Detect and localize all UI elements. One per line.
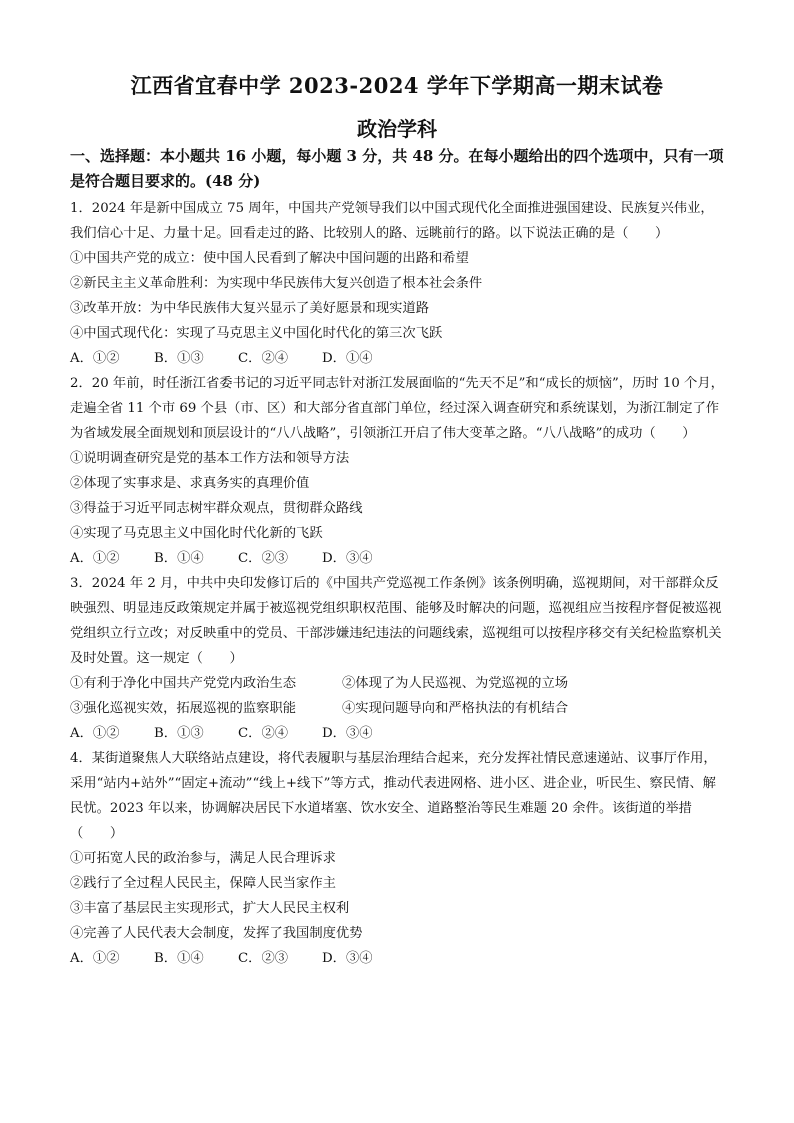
choice-d: D．③④ xyxy=(322,951,373,966)
exam-title: 江西省宜春中学 2023-2024 学年下学期高一期末试卷 xyxy=(130,73,664,98)
question-stem: 2．20 年前，时任浙江省委书记的习近平同志针对浙江发展面临的“先天不足”和“成长的烦恼”，历时 10 个月，走遍全省 11 个市 69 个县（市、区）和大部分省直部门单位，经过深入调查研究和系统谋划，为浙江制定了作为省域发展全面规划和顶层设计的“八八战略”，引领浙江开启了伟大变革之路。“八八战略”的成功（ ） xyxy=(70,376,724,441)
option-statement: ④实现了马克思主义中国化时代化新的飞跃 xyxy=(70,526,323,541)
choice-c: C．②④ xyxy=(238,726,289,741)
option-statement: ②体现了为人民巡视、为党巡视的立场 xyxy=(342,676,569,691)
option-statement: ③强化巡视实效，拓展巡视的监察职能 xyxy=(70,701,297,716)
choice-c: C．②④ xyxy=(238,351,289,366)
choice-a: A．①② xyxy=(70,951,120,966)
option-statement: ④实现问题导向和严格执法的有机结合 xyxy=(342,701,569,716)
question-1 xyxy=(70,196,725,371)
option-statement: ②践行了全过程人民民主，保障人民当家作主 xyxy=(70,876,336,891)
option-statement: ②新民主主义革命胜利：为实现中华民族伟大复兴创造了根本社会条件 xyxy=(70,276,483,291)
question-4 xyxy=(70,746,725,971)
option-statement: ①可拓宽人民的政治参与，满足人民合理诉求 xyxy=(70,851,336,866)
answer-choices xyxy=(70,721,725,746)
question-stem: 4．某街道聚焦人大联络站点建设，将代表履职与基层治理结合起来，充分发挥社情民意速递站、议事厅作用，采用“站内+站外”“固定+流动”“线上+线下”等方式，推动代表进网格、进小区、进企业，听民生、察民情、解民忧。2023 年以来，协调解决居民下水道堵塞、饮水安全、道路整治等民生难题 20 余件。该街道的举措（ ） xyxy=(70,751,717,841)
choice-a: A．①② xyxy=(70,351,120,366)
question-stem: 3．2024 年 2 月，中共中央印发修订后的《中国共产党巡视工作条例》该条例明确，巡视期间，对干部群众反映强烈、明显违反政策规定并属于被巡视党组织职权范围、能够及时解决的问题，巡视组应当按程序督促被巡视党组织立行立改；对反映重中的党员、干部涉嫌违纪违法的问题线索，巡视组可以按程序移交有关纪检监察机关及时处置。这一规定（ ） xyxy=(70,576,722,666)
option-statement: ③得益于习近平同志树牢群众观点，贯彻群众路线 xyxy=(70,501,363,516)
option-row xyxy=(70,671,725,696)
option-statement: ②体现了实事求是、求真务实的真理价值 xyxy=(70,476,310,491)
choice-a: A．①② xyxy=(70,726,120,741)
option-statement: ①有利于净化中国共产党党内政治生态 xyxy=(70,676,297,691)
option-row xyxy=(70,696,725,721)
answer-choices xyxy=(70,346,725,371)
choice-d: D．①④ xyxy=(322,351,373,366)
choice-a: A．①② xyxy=(70,551,120,566)
choice-c: C．②③ xyxy=(238,951,289,966)
option-statement: ④中国式现代化：实现了马克思主义中国化时代化的第三次飞跃 xyxy=(70,326,443,341)
question-stem: 1．2024 年是新中国成立 75 周年，中国共产党领导我们以中国式现代化全面推进强国建设、民族复兴伟业，我们信心十足、力量十足。回看走过的路、比较别人的路、远眺前行的路。以下说法正确的是（ ） xyxy=(70,201,714,241)
choice-b: B．①③ xyxy=(154,726,204,741)
question-2 xyxy=(70,371,725,571)
subject-title: 政治学科 xyxy=(357,117,437,141)
question-3 xyxy=(70,571,725,746)
choice-b: B．①④ xyxy=(154,551,204,566)
option-statement: ③丰富了基层民主实现形式，扩大人民民主权利 xyxy=(70,901,350,916)
option-statement: ①中国共产党的成立：使中国人民看到了解决中国问题的出路和希望 xyxy=(70,251,469,266)
option-statement: ①说明调查研究是党的基本工作方法和领导方法 xyxy=(70,451,350,466)
option-statement: ③改革开放：为中华民族伟大复兴显示了美好愿景和现实道路 xyxy=(70,301,430,316)
choice-b: B．①④ xyxy=(154,951,204,966)
choice-d: D．③④ xyxy=(322,551,373,566)
answer-choices xyxy=(70,946,725,971)
questions-list xyxy=(70,196,725,971)
section-heading: 一、选择题：本小题共 16 小题，每小题 3 分，共 48 分。在每小题给出的四个选项中，只有一项是符合题目要求的。(48 分) xyxy=(70,147,724,190)
option-statement: ④完善了人民代表大会制度，发挥了我国制度优势 xyxy=(70,926,363,941)
choice-d: D．③④ xyxy=(322,726,373,741)
choice-b: B．①③ xyxy=(154,351,204,366)
choice-c: C．②③ xyxy=(238,551,289,566)
answer-choices xyxy=(70,546,725,571)
